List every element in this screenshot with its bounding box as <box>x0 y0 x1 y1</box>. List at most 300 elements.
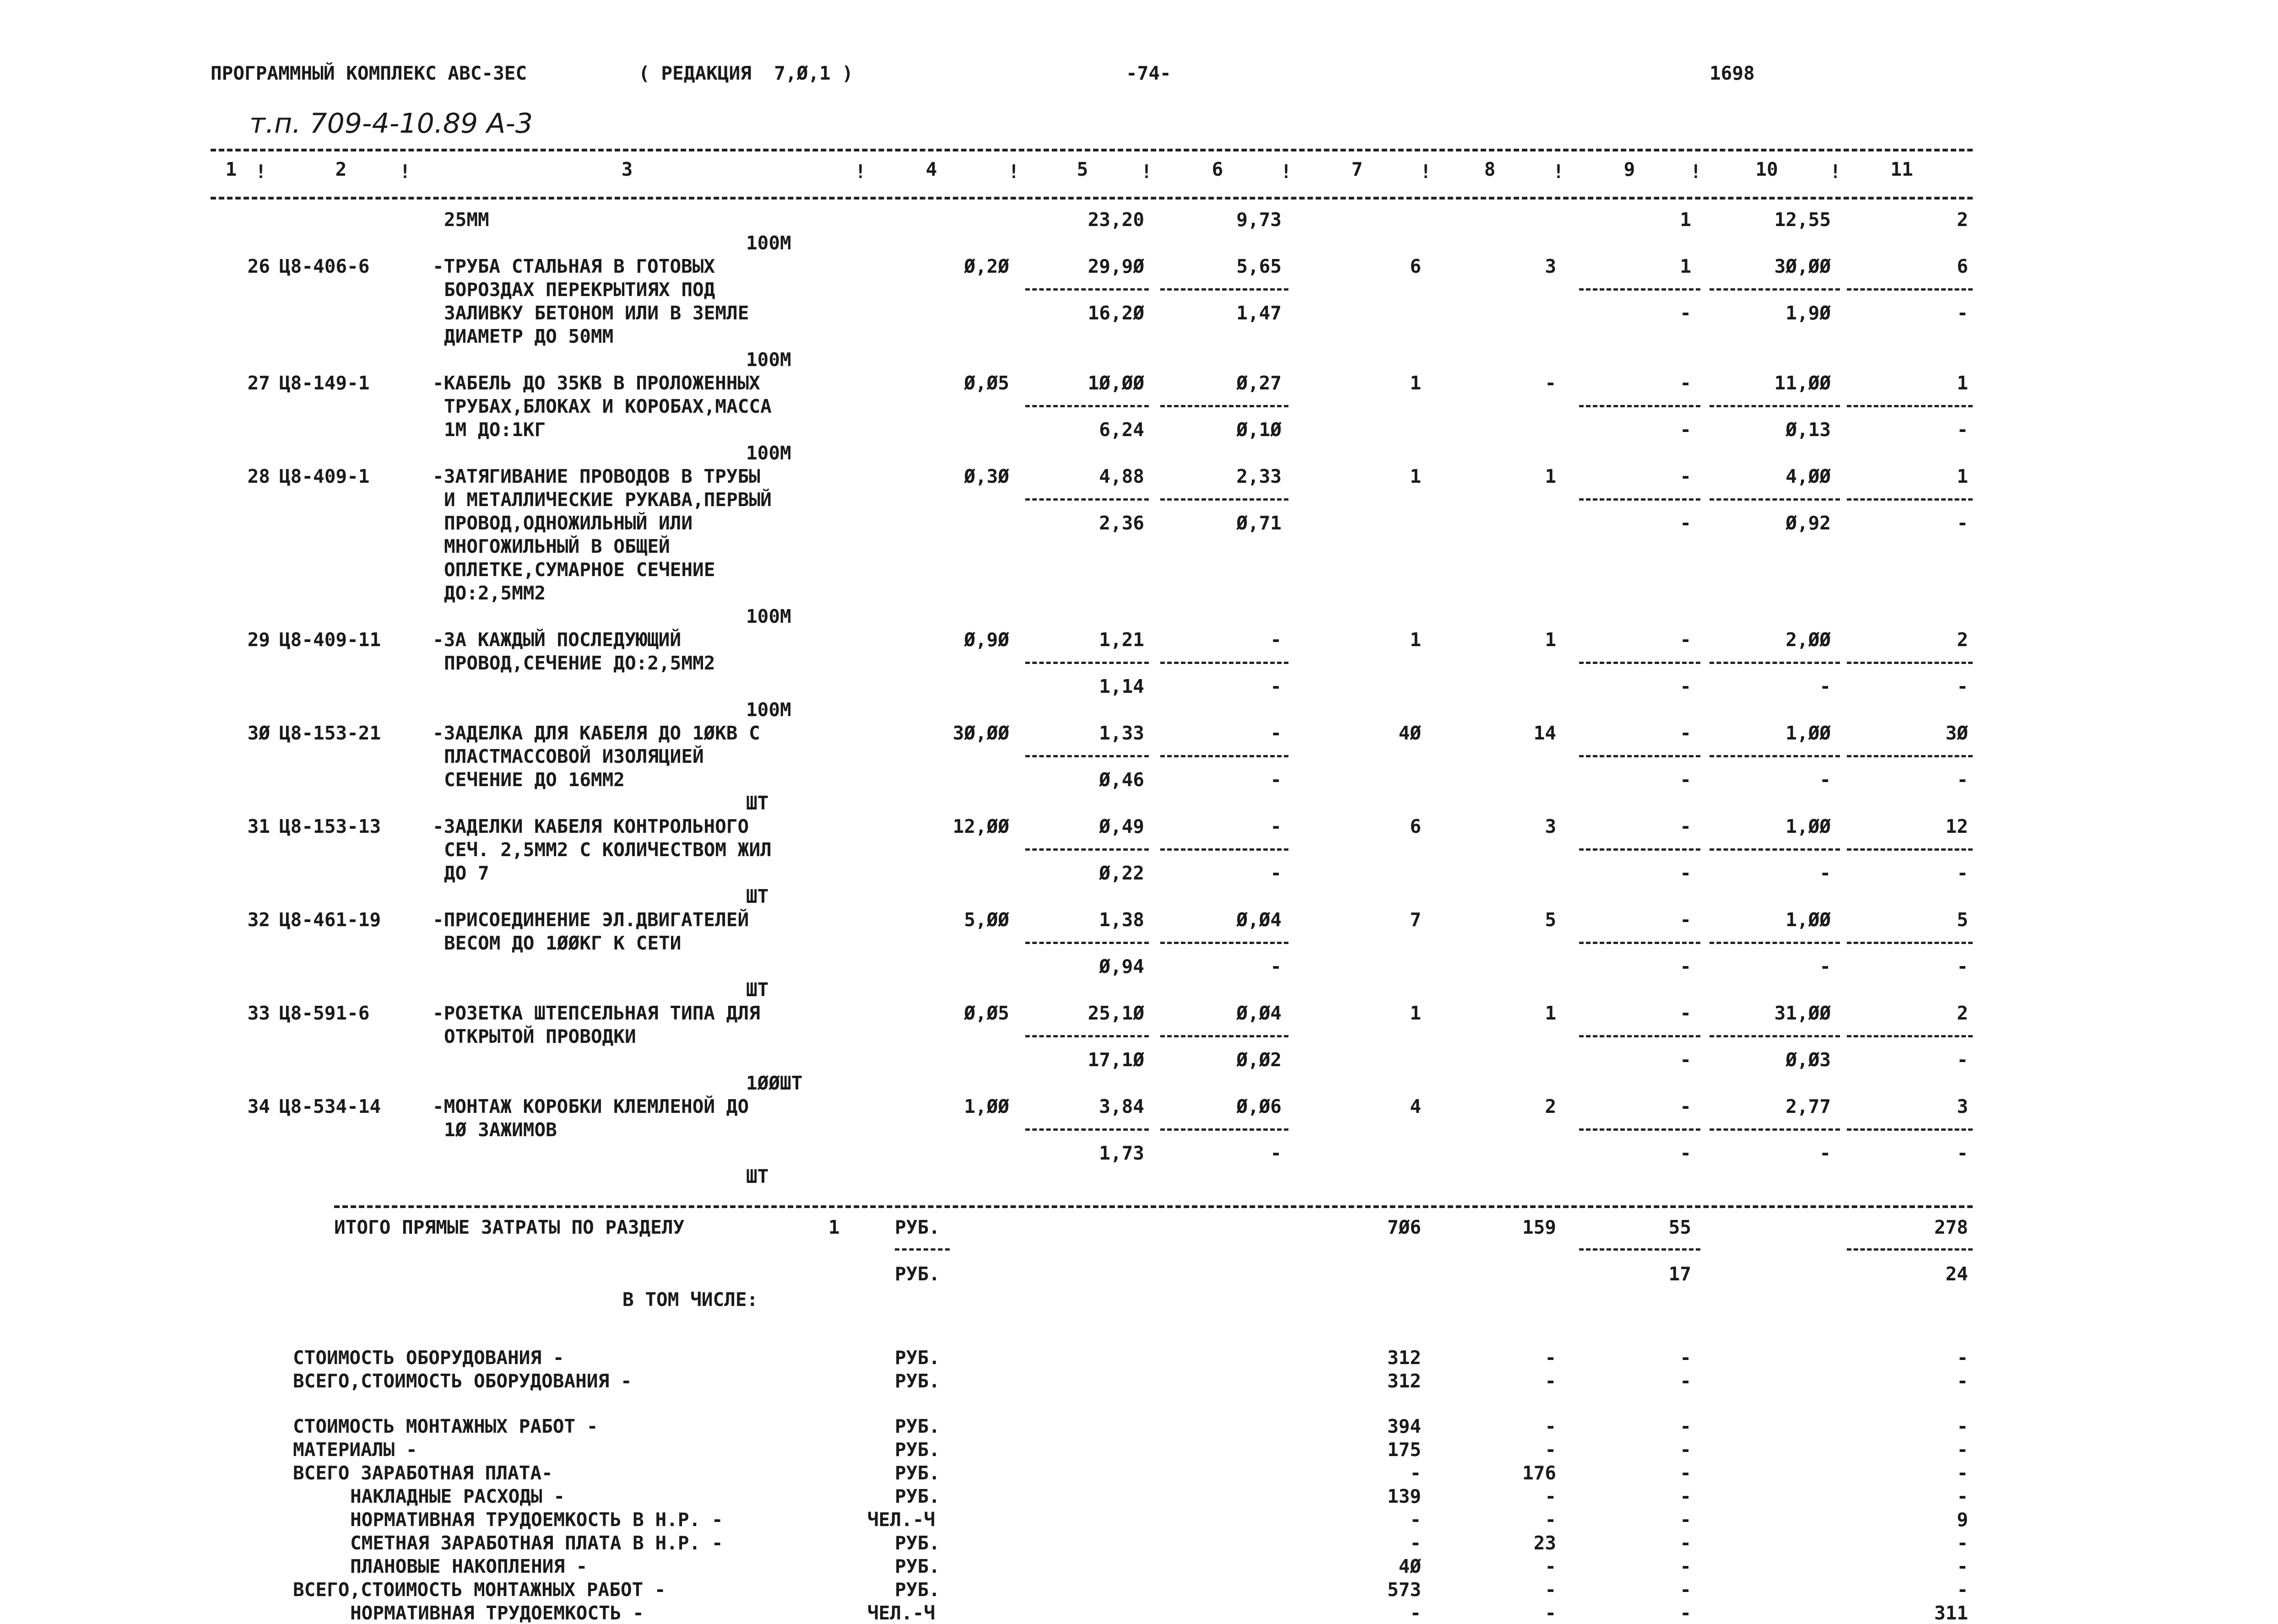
row-col9: - <box>1680 372 1691 394</box>
summary-unit: РУБ. <box>895 1347 940 1369</box>
row-description: МНОГОЖИЛЬНЫЙ В ОБЩЕЙ <box>444 535 670 557</box>
totals-col9: 55 <box>1668 1216 1691 1238</box>
row-number: 28 <box>247 465 270 487</box>
row-unit: 100М <box>746 699 791 721</box>
summary-col9: - <box>1680 1555 1691 1577</box>
split-rule <box>1847 1128 1973 1131</box>
split-rule <box>1160 662 1288 664</box>
summary-col8: 23 <box>1533 1532 1556 1554</box>
summary-label: СТОИМОСТЬ ОБОРУДОВАНИЯ - <box>293 1347 564 1369</box>
row-col5-second: Ø,94 <box>1099 955 1144 977</box>
row-description: -ПРИСОЕДИНЕНИЕ ЭЛ.ДВИГАТЕЛЕЙ <box>433 909 749 931</box>
row-col11-second: - <box>1957 769 1968 791</box>
split-rule <box>1579 1035 1700 1037</box>
row-description: ОПЛЕТКЕ,СУМАРНОЕ СЕЧЕНИЕ <box>444 559 715 581</box>
summary-col11: - <box>1957 1370 1968 1392</box>
row-quantity: 3Ø,ØØ <box>952 722 1009 744</box>
row-number: 3Ø <box>247 722 270 744</box>
row-col10: 2,ØØ <box>1786 629 1831 651</box>
row-description: -ЗАДЕЛКА ДЛЯ КАБЕЛЯ ДО 1ØКВ С <box>433 722 760 744</box>
row-quantity: 1,ØØ <box>964 1095 1009 1117</box>
column-header-8: 8 <box>1484 158 1496 180</box>
split-rule <box>1710 848 1840 851</box>
summary-col11: 9 <box>1957 1509 1968 1531</box>
summary-label: НАКЛАДНЫЕ РАСХОДЫ - <box>350 1485 565 1507</box>
split-rule <box>1025 1035 1149 1037</box>
row-col11: 5 <box>1957 909 1968 931</box>
split-rule <box>1025 942 1149 944</box>
row-unit: ШТ <box>746 885 769 907</box>
row-quantity: Ø,9Ø <box>964 629 1009 651</box>
row-col11: 3Ø <box>1945 722 1968 744</box>
row-code: Ц8-461-19 <box>279 909 381 931</box>
column-header-4: 4 <box>925 158 937 180</box>
row-col5-second: Ø,22 <box>1099 862 1144 884</box>
row-col9: - <box>1680 465 1691 487</box>
row-description: -ЗАТЯГИВАНИЕ ПРОВОДОВ В ТРУБЫ <box>433 465 760 487</box>
row-unit: 100М <box>746 232 791 254</box>
row-col6: - <box>1270 722 1282 744</box>
summary-col7: 139 <box>1387 1485 1421 1507</box>
column-separator: ! <box>1280 161 1292 183</box>
row-description: 1М ДО:1КГ <box>444 419 546 441</box>
split-rule <box>1160 498 1288 501</box>
row-col5-second: 6,24 <box>1099 419 1144 441</box>
column-separator: ! <box>1420 161 1432 183</box>
summary-col9: - <box>1680 1602 1691 1624</box>
page-mark: -74- <box>1126 62 1171 84</box>
summary-unit: РУБ. <box>895 1579 940 1601</box>
split-rule <box>1025 288 1149 291</box>
summary-col11: - <box>1957 1532 1968 1554</box>
summary-col9: - <box>1680 1485 1691 1507</box>
handwritten-project-code: т.п. 709-4-10.89 А-3 <box>249 108 533 140</box>
column-header-1: 1 <box>225 158 237 180</box>
row-col6-second: Ø,71 <box>1236 512 1282 534</box>
column-header-9: 9 <box>1623 158 1635 180</box>
row-col9: - <box>1680 722 1691 744</box>
row-col8: 1 <box>1545 629 1556 651</box>
row-col9-second: - <box>1680 1142 1691 1164</box>
split-rule <box>1710 1035 1840 1037</box>
row-number: 34 <box>247 1095 270 1117</box>
row-unit: 1ØØШТ <box>746 1072 803 1094</box>
row-col8: 1 <box>1545 465 1556 487</box>
row-col9-second: - <box>1680 955 1691 977</box>
row-col9-second: - <box>1680 769 1691 791</box>
row-col9: - <box>1680 1002 1691 1024</box>
row-col5: 1,33 <box>1099 722 1144 744</box>
split-rule <box>1579 942 1700 944</box>
row-quantity: Ø,2Ø <box>964 255 1009 277</box>
row-col7: 1 <box>1410 1002 1421 1024</box>
summary-col7: 394 <box>1387 1415 1421 1437</box>
summary-unit: РУБ. <box>895 1439 940 1461</box>
row-col10-second: - <box>1819 769 1831 791</box>
row-description: 25ММ <box>444 209 489 231</box>
row-col7: 6 <box>1410 815 1421 837</box>
row-col10: 2,77 <box>1786 1095 1831 1117</box>
row-col10: 11,ØØ <box>1774 372 1831 394</box>
row-col9: - <box>1680 1095 1691 1117</box>
row-col6-second: - <box>1270 1142 1282 1164</box>
summary-col11: - <box>1957 1462 1968 1484</box>
row-col11-second: - <box>1957 1142 1968 1164</box>
edition-label: ( РЕДАКЦИЯ 7,Ø,1 ) <box>638 62 853 84</box>
row-col10: 1,ØØ <box>1786 909 1831 931</box>
row-col9: - <box>1680 629 1691 651</box>
split-rule <box>1847 662 1973 664</box>
summary-unit: РУБ. <box>895 1462 940 1484</box>
split-rule <box>1579 755 1700 757</box>
row-col11-second: - <box>1957 1049 1968 1071</box>
row-col5: 29,9Ø <box>1088 255 1144 277</box>
summary-col9: - <box>1680 1509 1691 1531</box>
row-col6: - <box>1270 815 1282 837</box>
row-unit: ШТ <box>746 1165 769 1187</box>
row-col10: 12,55 <box>1774 209 1831 231</box>
row-code: Ц8-149-1 <box>279 372 370 394</box>
row-col10: 31,ØØ <box>1774 1002 1831 1024</box>
row-col6: Ø,Ø4 <box>1236 909 1282 931</box>
summary-label: ВСЕГО,СТОИМОСТЬ ОБОРУДОВАНИЯ - <box>293 1370 632 1392</box>
summary-unit: РУБ. <box>895 1532 940 1554</box>
split-rule <box>1160 405 1288 407</box>
row-col10-second: - <box>1819 1142 1831 1164</box>
row-col5-second: 17,1Ø <box>1088 1049 1144 1071</box>
totals-rule <box>334 1205 1973 1208</box>
summary-label: НОРМАТИВНАЯ ТРУДОЕМКОСТЬ В Н.Р. - <box>350 1509 723 1531</box>
row-col5: 23,20 <box>1088 209 1144 231</box>
split-rule <box>1710 498 1840 501</box>
row-col11-second: - <box>1957 512 1968 534</box>
row-col11: 2 <box>1957 1002 1968 1024</box>
split-rule <box>1847 498 1973 501</box>
row-col6-second: Ø,Ø2 <box>1236 1049 1282 1071</box>
split-rule <box>1847 405 1973 407</box>
row-col7: 1 <box>1410 465 1421 487</box>
totals-col9-second: 17 <box>1668 1263 1691 1285</box>
row-col10-second: Ø,92 <box>1786 512 1831 534</box>
row-description: И МЕТАЛЛИЧЕСКИЕ РУКАВА,ПЕРВЫЙ <box>444 489 772 511</box>
row-number: 29 <box>247 629 270 651</box>
split-rule <box>1710 1128 1840 1131</box>
column-separator: ! <box>1553 161 1564 183</box>
split-rule <box>1710 288 1840 291</box>
row-col5: 4,88 <box>1099 465 1144 487</box>
row-number: 33 <box>247 1002 270 1024</box>
summary-col9: - <box>1680 1579 1691 1601</box>
row-col8: 5 <box>1545 909 1556 931</box>
row-description: -ЗА КАЖДЫЙ ПОСЛЕДУЮЩИЙ <box>433 629 682 651</box>
totals-col11-second: 24 <box>1945 1263 1968 1285</box>
split-rule <box>1160 1128 1288 1131</box>
summary-col7: - <box>1410 1509 1421 1531</box>
row-col9-second: - <box>1680 512 1691 534</box>
row-unit: ШТ <box>746 979 769 1001</box>
row-col8: 3 <box>1545 815 1556 837</box>
row-col11: 1 <box>1957 465 1968 487</box>
row-number: 27 <box>247 372 270 394</box>
row-code: Ц8-153-21 <box>279 722 381 744</box>
summary-col9: - <box>1680 1462 1691 1484</box>
row-col10: 1,ØØ <box>1786 722 1831 744</box>
row-col9-second: - <box>1680 419 1691 441</box>
row-col8: - <box>1545 372 1556 394</box>
row-col7: 1 <box>1410 629 1421 651</box>
split-rule <box>1579 498 1700 501</box>
row-col6: - <box>1270 629 1282 651</box>
row-quantity: 5,ØØ <box>964 909 1009 931</box>
column-header-6: 6 <box>1212 158 1223 180</box>
summary-col8: - <box>1545 1555 1556 1577</box>
summary-col9: - <box>1680 1415 1691 1437</box>
program-title: ПРОГРАММНЫЙ КОМПЛЕКС АВС-3ЕС <box>211 62 527 84</box>
split-rule <box>1160 942 1288 944</box>
row-col10-second: Ø,Ø3 <box>1786 1049 1831 1071</box>
column-header-11: 11 <box>1890 158 1913 180</box>
row-description: -ТРУБА СТАЛЬНАЯ В ГОТОВЫХ <box>433 255 715 277</box>
row-description: ДИАМЕТР ДО 50ММ <box>444 325 614 347</box>
row-unit: ШТ <box>746 792 769 814</box>
summary-col7: 573 <box>1387 1579 1421 1601</box>
summary-unit: РУБ. <box>895 1370 940 1392</box>
column-header-3: 3 <box>621 158 633 180</box>
totals-unit: РУБ. <box>895 1216 940 1238</box>
summary-col9: - <box>1680 1370 1691 1392</box>
row-col10-second: - <box>1819 955 1831 977</box>
row-description: -МОНТАЖ КОРОБКИ КЛЕМЛЕНОЙ ДО <box>433 1095 749 1117</box>
row-col9-second: - <box>1680 302 1691 324</box>
column-separator: ! <box>1008 161 1020 183</box>
row-col9: 1 <box>1680 255 1691 277</box>
row-col11-second: - <box>1957 862 1968 884</box>
row-col7: 4Ø <box>1398 722 1421 744</box>
row-code: Ц8-406-6 <box>279 255 370 277</box>
row-col5-second: Ø,46 <box>1099 769 1144 791</box>
totals-col11: 278 <box>1934 1216 1968 1238</box>
summary-unit: ЧЕЛ.-Ч <box>867 1509 936 1531</box>
row-col5: 3,84 <box>1099 1095 1144 1117</box>
column-header-2: 2 <box>335 158 347 180</box>
totals-col7: 7Ø6 <box>1387 1216 1421 1238</box>
column-header-7: 7 <box>1351 158 1363 180</box>
row-col10-second: Ø,13 <box>1786 419 1831 441</box>
row-col10: 1,ØØ <box>1786 815 1831 837</box>
row-col6: Ø,Ø4 <box>1236 1002 1282 1024</box>
summary-col8: - <box>1545 1509 1556 1531</box>
row-col6-second: 1,47 <box>1236 302 1282 324</box>
split-rule <box>1579 405 1700 407</box>
row-description: ВЕСОМ ДО 1ØØКГ К СЕТИ <box>444 932 682 954</box>
summary-col11: - <box>1957 1439 1968 1461</box>
summary-col9: - <box>1680 1347 1691 1369</box>
summary-col8: - <box>1545 1370 1556 1392</box>
row-col11: 2 <box>1957 209 1968 231</box>
split-rule <box>895 1248 950 1251</box>
split-rule <box>1710 405 1840 407</box>
row-unit: 100М <box>746 605 791 627</box>
split-rule <box>1160 848 1288 851</box>
row-description: СЕЧ. 2,5ММ2 С КОЛИЧЕСТВОМ ЖИЛ <box>444 839 772 861</box>
summary-col9: - <box>1680 1532 1691 1554</box>
split-rule <box>1710 755 1840 757</box>
row-col10: 3Ø,ØØ <box>1774 255 1831 277</box>
split-rule <box>1025 755 1149 757</box>
split-rule <box>1847 755 1973 757</box>
row-code: Ц8-409-1 <box>279 465 370 487</box>
row-col7: 7 <box>1410 909 1421 931</box>
summary-label: НОРМАТИВНАЯ ТРУДОЕМКОСТЬ - <box>350 1602 644 1624</box>
summary-col11: 311 <box>1934 1602 1968 1624</box>
summary-label: МАТЕРИАЛЫ - <box>293 1439 417 1461</box>
header-rule-bottom <box>211 197 1973 200</box>
row-description: ДО:2,5ММ2 <box>444 582 546 604</box>
row-col6: Ø,Ø6 <box>1236 1095 1282 1117</box>
row-unit: 100М <box>746 349 791 371</box>
summary-col11: - <box>1957 1579 1968 1601</box>
row-col10-second: 1,9Ø <box>1786 302 1831 324</box>
split-rule <box>1847 288 1973 291</box>
split-rule <box>1025 405 1149 407</box>
row-col8: 1 <box>1545 1002 1556 1024</box>
row-col7: 1 <box>1410 372 1421 394</box>
row-description: ТРУБАХ,БЛОКАХ И КОРОБАХ,МАССА <box>444 395 772 417</box>
summary-col11: - <box>1957 1347 1968 1369</box>
row-description: ДО 7 <box>444 862 489 884</box>
row-col5-second: 1,14 <box>1099 675 1144 697</box>
row-col9-second: - <box>1680 862 1691 884</box>
row-description: СЕЧЕНИЕ ДО 16ММ2 <box>444 769 625 791</box>
row-col11: 2 <box>1957 629 1968 651</box>
row-col6: 5,65 <box>1236 255 1282 277</box>
split-rule <box>1025 498 1149 501</box>
row-col11-second: - <box>1957 955 1968 977</box>
row-col6-second: - <box>1270 955 1282 977</box>
row-code: Ц8-591-6 <box>279 1002 370 1024</box>
summary-col7: 312 <box>1387 1370 1421 1392</box>
split-rule <box>1847 848 1973 851</box>
row-col9-second: - <box>1680 675 1691 697</box>
summary-col7: 312 <box>1387 1347 1421 1369</box>
row-description: ПРОВОД,СЕЧЕНИЕ ДО:2,5ММ2 <box>444 652 715 674</box>
column-separator: ! <box>1141 161 1153 183</box>
row-col7: 4 <box>1410 1095 1421 1117</box>
summary-label: СТОИМОСТЬ МОНТАЖНЫХ РАБОТ - <box>293 1415 598 1437</box>
row-number: 31 <box>247 815 270 837</box>
row-col6: 2,33 <box>1236 465 1282 487</box>
split-rule <box>1847 1248 1973 1251</box>
row-col11: 1 <box>1957 372 1968 394</box>
summary-col9: - <box>1680 1439 1691 1461</box>
split-rule <box>1025 1128 1149 1131</box>
row-description: 1Ø ЗАЖИМОВ <box>444 1119 557 1141</box>
summary-col8: - <box>1545 1439 1556 1461</box>
column-separator: ! <box>1829 161 1841 183</box>
row-description: ЗАЛИВКУ БЕТОНОМ ИЛИ В ЗЕМЛЕ <box>444 302 749 324</box>
row-col11-second: - <box>1957 675 1968 697</box>
summary-unit: РУБ. <box>895 1555 940 1577</box>
row-col6: Ø,27 <box>1236 372 1282 394</box>
row-code: Ц8-153-13 <box>279 815 381 837</box>
totals-col8: 159 <box>1522 1216 1556 1238</box>
split-rule <box>1579 1248 1700 1251</box>
column-separator: ! <box>399 161 411 183</box>
summary-unit: РУБ. <box>895 1485 940 1507</box>
summary-label: ВСЕГО,СТОИМОСТЬ МОНТАЖНЫХ РАБОТ - <box>293 1579 666 1601</box>
row-code: Ц8-534-14 <box>279 1095 381 1117</box>
summary-col11: - <box>1957 1415 1968 1437</box>
summary-col8: - <box>1545 1602 1556 1624</box>
split-rule <box>1847 1035 1973 1037</box>
row-description: ПРОВОД,ОДНОЖИЛЬНЫЙ ИЛИ <box>444 512 693 534</box>
summary-label: ПЛАНОВЫЕ НАКОПЛЕНИЯ - <box>350 1555 588 1577</box>
summary-label: СМЕТНАЯ ЗАРАБОТНАЯ ПЛАТА В Н.Р. - <box>350 1532 723 1554</box>
including-label: В ТОМ ЧИСЛЕ: <box>622 1289 758 1311</box>
column-separator: ! <box>1690 161 1702 183</box>
row-description: БОРОЗДАХ ПЕРЕКРЫТИЯХ ПОД <box>444 279 715 301</box>
row-unit: 100М <box>746 442 791 464</box>
split-rule <box>1847 942 1973 944</box>
row-col8: 14 <box>1533 722 1556 744</box>
row-description: -КАБЕЛЬ ДО 35КВ В ПРОЛОЖЕННЫХ <box>433 372 760 394</box>
split-rule <box>1160 288 1288 291</box>
summary-col8: - <box>1545 1579 1556 1601</box>
row-description: ОТКРЫТОЙ ПРОВОДКИ <box>444 1025 636 1047</box>
split-rule <box>1579 848 1700 851</box>
row-quantity: 12,ØØ <box>952 815 1009 837</box>
row-quantity: Ø,3Ø <box>964 465 1009 487</box>
row-quantity: Ø,Ø5 <box>964 1002 1009 1024</box>
row-col9-second: - <box>1680 1049 1691 1071</box>
row-col9: - <box>1680 815 1691 837</box>
summary-unit: ЧЕЛ.-Ч <box>867 1602 936 1624</box>
column-header-5: 5 <box>1077 158 1088 180</box>
row-col6-second: Ø,1Ø <box>1236 419 1282 441</box>
row-col10-second: - <box>1819 862 1831 884</box>
summary-label: ВСЕГО ЗАРАБОТНАЯ ПЛАТА- <box>293 1462 553 1484</box>
row-col9: 1 <box>1680 209 1691 231</box>
summary-col7: - <box>1410 1532 1421 1554</box>
column-separator: ! <box>855 161 866 183</box>
column-header-10: 10 <box>1755 158 1778 180</box>
row-col11: 12 <box>1945 815 1968 837</box>
split-rule <box>1710 942 1840 944</box>
row-description: -РОЗЕТКА ШТЕПСЕЛЬНАЯ ТИПА ДЛЯ <box>433 1002 760 1024</box>
row-number: 26 <box>247 255 270 277</box>
split-rule <box>1579 662 1700 664</box>
row-col5: 25,1Ø <box>1088 1002 1144 1024</box>
row-col6-second: - <box>1270 675 1282 697</box>
row-col5: 1Ø,ØØ <box>1088 372 1144 394</box>
summary-col11: - <box>1957 1485 1968 1507</box>
split-rule <box>1579 1128 1700 1131</box>
summary-col7: 175 <box>1387 1439 1421 1461</box>
row-col8: 2 <box>1545 1095 1556 1117</box>
row-code: Ц8-409-11 <box>279 629 381 651</box>
row-col7: 6 <box>1410 255 1421 277</box>
row-col6: 9,73 <box>1236 209 1282 231</box>
summary-col8: - <box>1545 1415 1556 1437</box>
totals-section: 1 <box>828 1216 840 1238</box>
split-rule <box>1710 662 1840 664</box>
row-col6-second: - <box>1270 862 1282 884</box>
sheet-number: 1698 <box>1710 62 1755 84</box>
split-rule <box>1160 1035 1288 1037</box>
row-col11-second: - <box>1957 419 1968 441</box>
row-col5-second: 16,2Ø <box>1088 302 1144 324</box>
row-quantity: Ø,Ø5 <box>964 372 1009 394</box>
